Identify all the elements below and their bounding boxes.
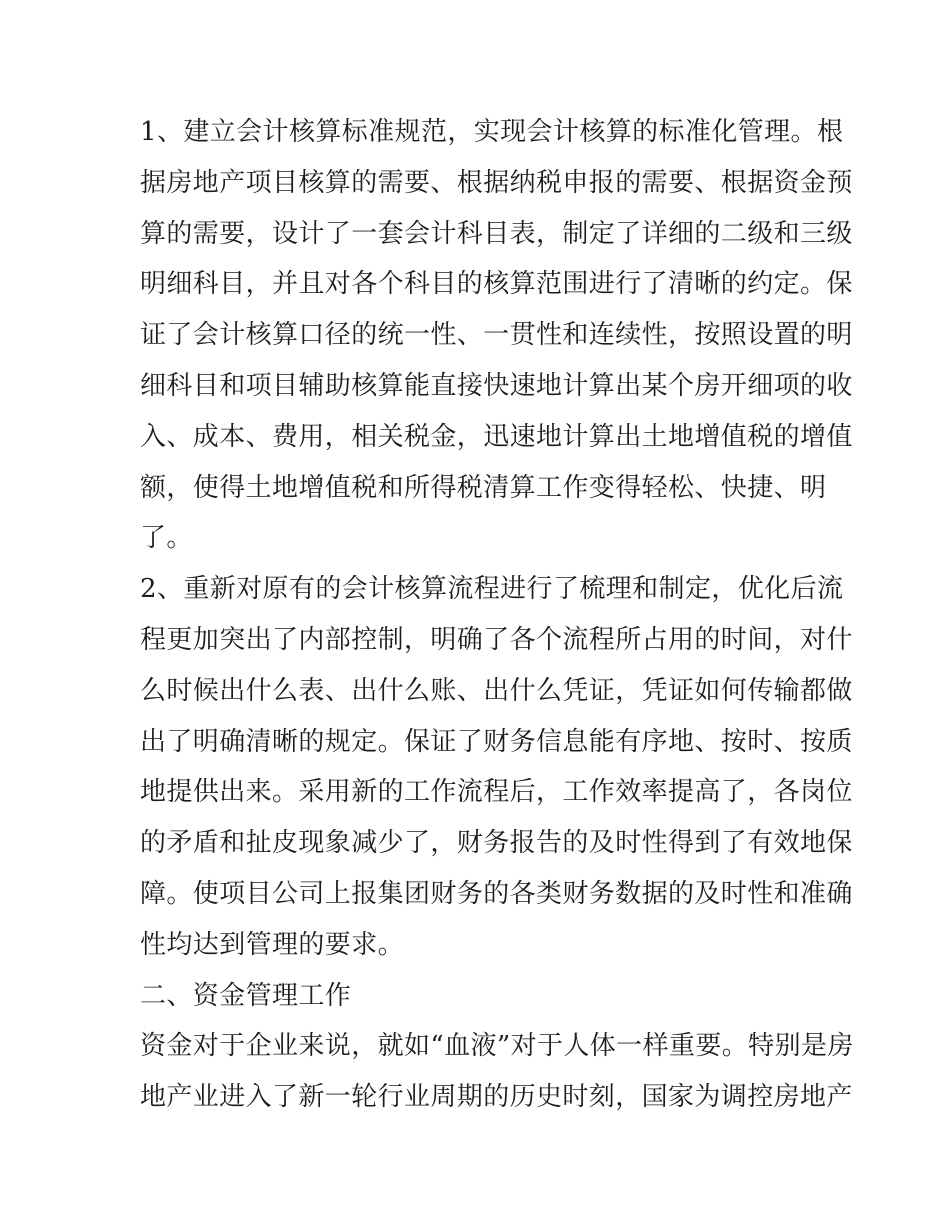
text-line: 了。 (140, 523, 193, 554)
paragraph-accounting-process (140, 564, 853, 970)
text-line: 资金对于企业来说，就如“血液”对于人体一样重要。特别是房 (140, 1031, 854, 1062)
text-line: 1、建立会计核算标准规范，实现会计核算的标准化管理。根 (140, 117, 844, 147)
text-line: 障。使项目公司上报集团财务的各类财务数据的及时性和准确 (140, 878, 853, 909)
text-line: 么时候出什么表、出什么账、出什么凭证，凭证如何传输都做 (140, 675, 853, 706)
text-line: 地产业进入了新一轮行业周期的历史时刻，国家为调控房地产 (140, 1082, 853, 1113)
section-heading-text: 二、资金管理工作 (140, 980, 352, 1011)
text-line: 细科目和项目辅助核算能直接快速地计算出某个房开细项的收 (140, 370, 853, 401)
text-line: 算的需要，设计了一套会计科目表，制定了详细的二级和三级 (140, 218, 853, 249)
text-line: 证了会计核算口径的统一性、一贯性和连续性，按照设置的明 (140, 320, 853, 351)
text-line: 程更加突出了内部控制，明确了各个流程所占用的时间，对什 (140, 624, 853, 655)
text-line: 明细科目，并且对各个科目的核算范围进行了清晰的约定。保 (140, 269, 853, 300)
text-line: 入、成本、费用，相关税金，迅速地计算出土地增值税的增值 (140, 421, 853, 452)
paragraph-accounting-standards (140, 107, 853, 564)
text-line: 的矛盾和扯皮现象减少了，财务报告的及时性得到了有效地保 (140, 828, 853, 859)
text-line: 据房地产项目核算的需要、根据纳税申报的需要、根据资金预 (140, 167, 853, 198)
text-line: 性均达到管理的要求。 (140, 929, 405, 960)
text-line: 地提供出来。采用新的工作流程后，工作效率提高了，各岗位 (140, 777, 853, 808)
paragraph-fund-management (140, 1021, 854, 1123)
text-line: 额，使得土地增值税和所得税清算工作变得轻松、快捷、明 (140, 472, 827, 503)
document-body (140, 107, 854, 1123)
section-heading (140, 971, 816, 1022)
text-line: 2、重新对原有的会计核算流程进行了梳理和制定，优化后流 (140, 574, 844, 605)
text-line: 出了明确清晰的规定。保证了财务信息能有序地、按时、按质 (140, 726, 853, 757)
